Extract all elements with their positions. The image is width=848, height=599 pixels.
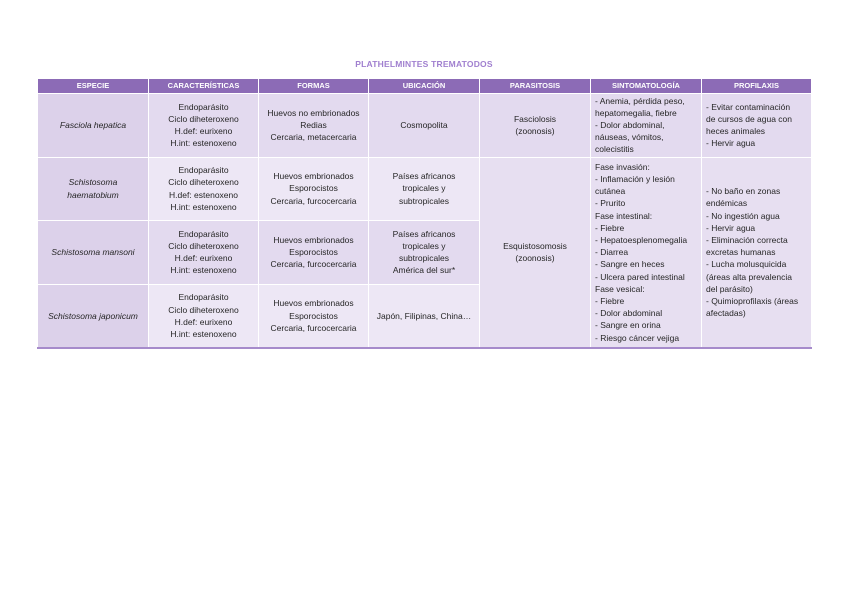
species-cell (38, 157, 149, 220)
location-cell (369, 220, 480, 284)
symptom-line: cutánea (595, 186, 626, 197)
form-line: Esporocistos (289, 246, 338, 257)
prophylaxis-cell (702, 93, 812, 157)
characteristic-line: Ciclo diheteroxeno (168, 177, 239, 188)
parasitosis-line: (zoonosis) (515, 253, 555, 264)
characteristic-line: H.int: estenoxeno (170, 138, 237, 149)
characteristic-line: H.int: estenoxeno (170, 328, 237, 339)
prophylaxis-line: - Evitar contaminación (706, 101, 791, 112)
table-header-row (38, 79, 812, 93)
characteristic-line: Ciclo diheteroxeno (168, 113, 239, 124)
symptom-line: Fase vesical: (595, 283, 645, 294)
forms-cell (259, 220, 369, 284)
location-cell (369, 284, 480, 348)
characteristic-line: Ciclo diheteroxeno (168, 240, 239, 251)
symptom-line: - Diarrea (595, 247, 629, 258)
symptom-line: - Sangre en heces (595, 259, 665, 270)
symptom-line: colecistitis (595, 144, 634, 155)
forms-cell (259, 157, 369, 220)
parasitosis-line: Fasciolosis (513, 113, 557, 124)
characteristic-line: Ciclo diheteroxeno (168, 304, 239, 315)
location-line: tropicales y (402, 240, 446, 251)
location-line: tropicales y (402, 183, 446, 194)
symptom-line: - Inflamación y lesión (595, 173, 675, 184)
prophylaxis-line: - Hervir agua (706, 138, 756, 149)
prophylaxis-line: - Quimioprofilaxis (áreas (706, 295, 799, 306)
form-line: Huevos no embrionados (267, 107, 360, 118)
form-line: Cercaria, furcocercaria (270, 322, 357, 333)
characteristic-line: H.def: eurixeno (174, 316, 233, 327)
forms-cell (259, 93, 369, 157)
species-cell (38, 220, 149, 284)
species-name: Schistosoma haematobium (67, 177, 119, 200)
form-line: Cercaria, metacercaria (270, 132, 357, 143)
header-formas: FORMAS (259, 79, 369, 93)
prophylaxis-line: (áreas alta prevalencia (706, 271, 792, 282)
prophylaxis-line: excretas humanas (706, 247, 776, 258)
characteristic-line: H.def: eurixeno (174, 126, 233, 136)
header-ubicacion: UBICACIÓN (369, 79, 480, 93)
prophylaxis-line: - Eliminación correcta (706, 234, 788, 245)
symptom-line: - Anemia, pérdida peso, (595, 95, 685, 106)
characteristic-line: H.def: estenoxeno (169, 189, 238, 200)
characteristic-line: H.int: estenoxeno (170, 265, 237, 276)
location-line: América del sur* (392, 265, 456, 276)
symptoms-cell (591, 93, 702, 157)
table-row (38, 93, 812, 157)
header-caracteristicas: CARACTERÍSTICAS (149, 79, 259, 93)
symptom-line: - Ulcera pared intestinal (595, 271, 685, 282)
prophylaxis-line: - No ingestión agua (706, 210, 780, 221)
characteristics-cell (149, 284, 259, 348)
prophylaxis-cell-merged (702, 157, 812, 348)
header-especie: ESPECIE (38, 79, 149, 93)
form-line: Huevos embrionados (273, 234, 354, 245)
symptom-line: náuseas, vómitos, (595, 132, 664, 143)
header-parasitosis: PARASITOSIS (480, 79, 591, 93)
symptom-line: - Fiebre (595, 222, 625, 233)
symptom-line: - Dolor abdominal, (595, 119, 665, 130)
parasitosis-cell (480, 93, 591, 157)
species-cell (38, 284, 149, 348)
symptom-line: - Fiebre (595, 295, 625, 306)
symptom-line: Fase invasión: (595, 161, 650, 172)
characteristics-cell (149, 93, 259, 157)
parasitosis-line: (zoonosis) (515, 126, 555, 136)
form-line: Cercaria, furcocercaria (270, 195, 357, 206)
symptom-line: - Sangre en orina (595, 320, 661, 331)
prophylaxis-line: heces animales (706, 126, 766, 136)
location-cell (369, 93, 480, 157)
symptom-line: - Prurito (595, 198, 626, 209)
symptom-line: Fase intestinal: (595, 210, 653, 221)
parasitosis-cell-merged (480, 157, 591, 348)
characteristics-cell (149, 157, 259, 220)
document-title: PLATHELMINTES TREMATODOS (355, 59, 493, 69)
form-line: Cercaria, furcocercaria (270, 259, 357, 270)
parasitosis-line: Esquistosomosis (503, 241, 567, 252)
form-line: Esporocistos (289, 183, 338, 194)
trematodes-table (37, 79, 812, 349)
location-line: Japón, Filipinas, China… (376, 310, 472, 321)
prophylaxis-line: - Lucha molusquicida (706, 259, 787, 270)
species-name: Schistosoma mansoni (51, 246, 135, 257)
species-name: Schistosoma japonicum (48, 310, 138, 321)
prophylaxis-line: - No baño en zonas (706, 186, 781, 197)
characteristic-line: Endoparásito (178, 165, 229, 176)
symptom-line: - Hepatoesplenomegalia (595, 234, 688, 245)
symptom-line: - Riesgo cáncer vejiga (595, 332, 680, 343)
location-line: subtropicales (398, 253, 450, 264)
header-sintomatologia: SINTOMATOLOGÍA (591, 79, 702, 93)
characteristic-line: H.int: estenoxeno (170, 201, 237, 212)
species-name: Fasciola hepatica (59, 119, 127, 130)
characteristic-line: H.def: eurixeno (174, 253, 233, 264)
characteristics-cell (149, 220, 259, 284)
characteristic-line: Endoparásito (178, 292, 229, 303)
location-line: Países africanos (392, 228, 456, 239)
form-line: Huevos embrionados (273, 171, 354, 182)
symptom-line: - Dolor abdominal (595, 308, 663, 319)
table-row (38, 157, 812, 220)
location-cell (369, 157, 480, 220)
characteristic-line: Endoparásito (178, 101, 229, 112)
prophylaxis-line: del parásito) (706, 283, 753, 294)
location-line: Cosmopolita (400, 119, 448, 130)
prophylaxis-line: de cursos de agua con (706, 113, 793, 124)
header-profilaxis: PROFILAXIS (702, 79, 812, 93)
characteristic-line: Endoparásito (178, 228, 229, 239)
species-cell (38, 93, 149, 157)
symptoms-cell-merged (591, 157, 702, 348)
forms-cell (259, 284, 369, 348)
location-line: Países africanos (392, 171, 456, 182)
form-line: Huevos embrionados (273, 298, 354, 309)
symptom-line: hepatomegalia, fiebre (595, 107, 677, 118)
location-line: subtropicales (398, 195, 450, 206)
form-line: Redias (300, 119, 327, 130)
prophylaxis-line: - Hervir agua (706, 222, 756, 233)
prophylaxis-line: afectadas) (706, 308, 746, 319)
form-line: Esporocistos (289, 310, 338, 321)
prophylaxis-line: endémicas (706, 198, 748, 209)
